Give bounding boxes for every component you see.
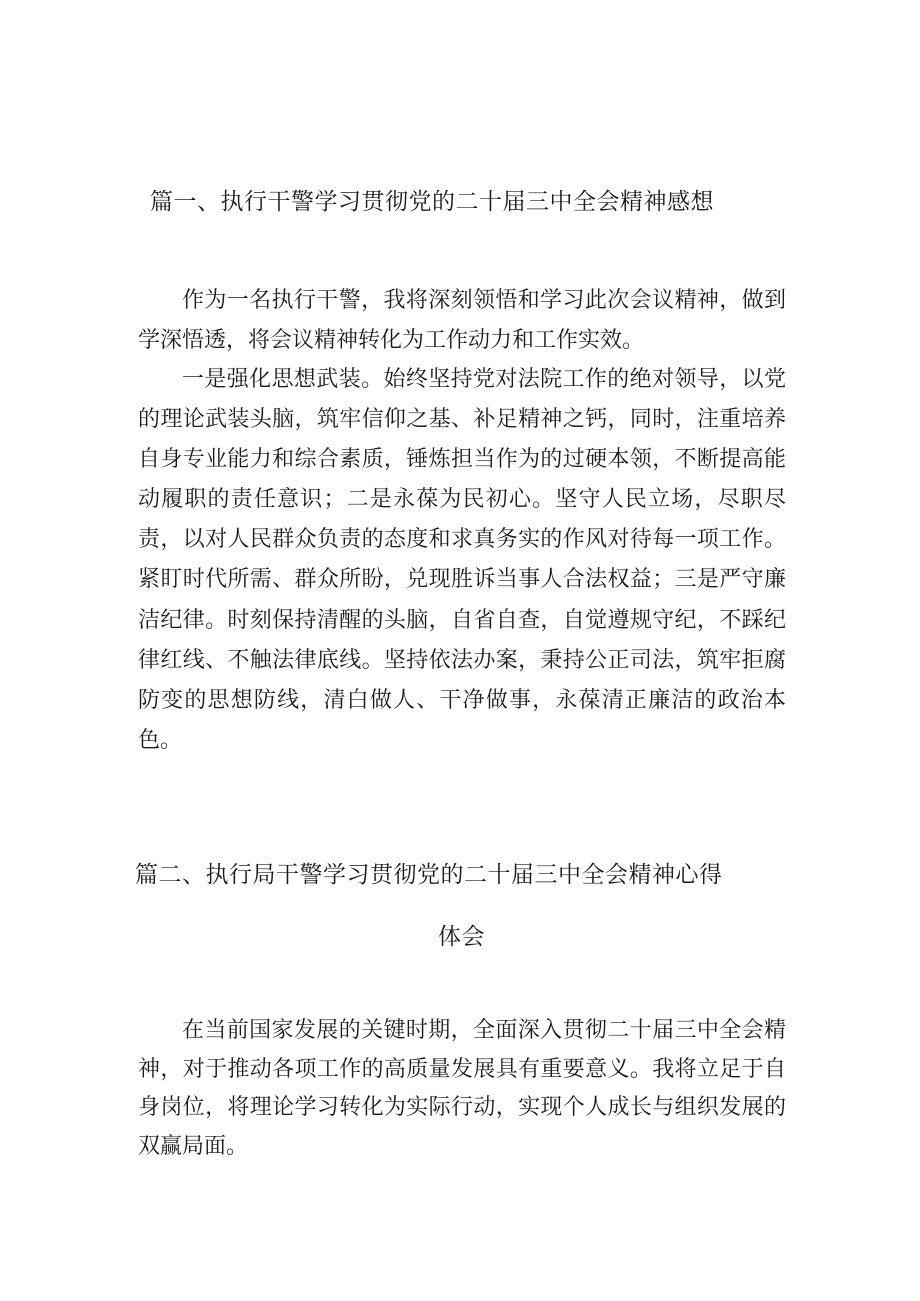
section1-paragraph-1: 作为一名执行干警，我将深刻领悟和学习此次会议精神，做到学深悟透，将会议精神转化为工作动力和工作实效。: [138, 288, 786, 353]
section1-title: 篇一、执行干警学习贯彻党的二十届三中全会精神感想: [150, 189, 714, 215]
section2-title-line1: 篇二、执行局干警学习贯彻党的二十届三中全会精神心得: [135, 862, 723, 888]
section1-paragraph-2: 一是强化思想武装。始终坚持党对法院工作的绝对领导，以党的理论武装头脑，筑牢信仰之基、补足精神之钙，同时，注重培养自身专业能力和综合素质，锤炼担当作为的过硬本领，不断提高能动履职的责任意识；二是永葆为民初心。坚守人民立场，尽职尽责，以对人民群众负责的态度和求真务实的作风对待每一项工作。紧盯时代所需、群众所盼，兑现胜诉当事人合法权益；三是严守廉洁纪律。时刻保持清醒的头脑，自省自查，自觉遵规守纪，不踩纪律红线、不触法律底线。坚持依法办案，秉持公正司法，筑牢拒腐防变的思想防线，清白做人、干净做事，永葆清正廉洁的政治本色。: [138, 367, 786, 753]
section2-title-line2: 体会: [438, 924, 485, 950]
section2-paragraph-1: 在当前国家发展的关键时期，全面深入贯彻二十届三中全会精神，对于推动各项工作的高质量发展具有重要意义。我将立足于自身岗位，将理论学习转化为实际行动，实现个人成长与组织发展的双赢局面。: [138, 1018, 786, 1159]
